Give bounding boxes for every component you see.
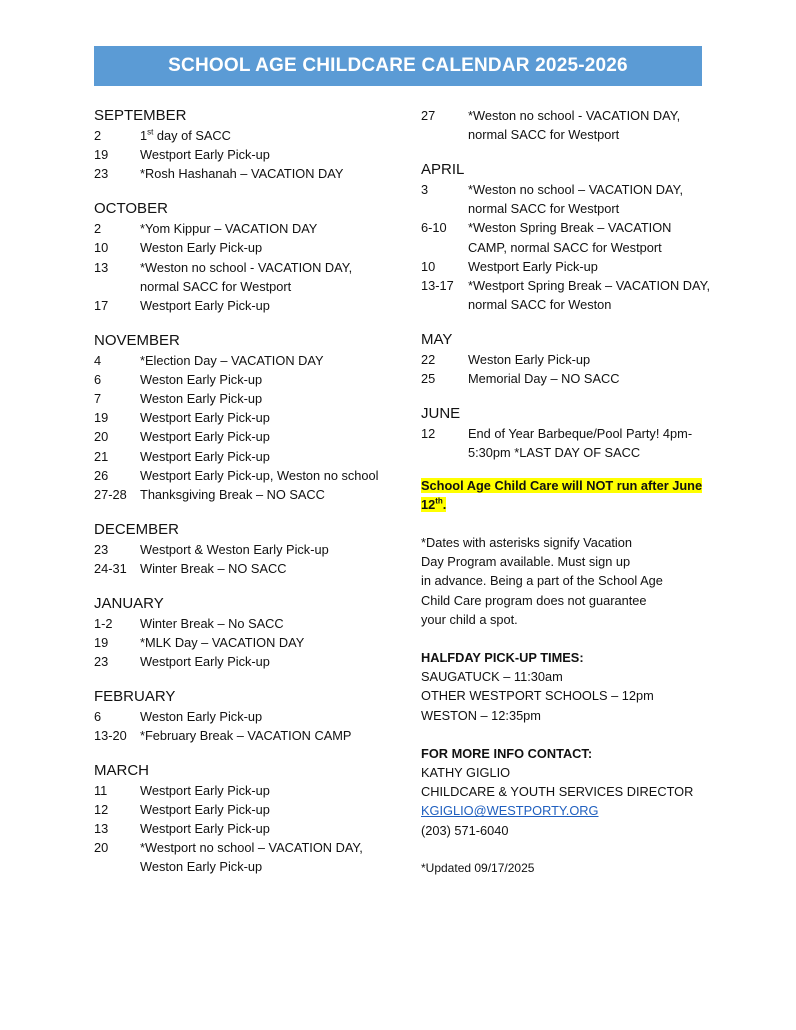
entry-description: *Weston Spring Break – VACATION CAMP, normal SACC for Westport bbox=[468, 220, 672, 255]
halfday-section bbox=[421, 648, 711, 725]
month-heading: JUNE bbox=[421, 404, 461, 422]
entry-date: 23 bbox=[94, 166, 109, 182]
entry-date: 3 bbox=[421, 181, 429, 197]
entry-date: 2 bbox=[94, 221, 102, 237]
month-heading: MAY bbox=[421, 330, 453, 348]
page-title: SCHOOL AGE CHILDCARE CALENDAR 2025-2026 bbox=[94, 46, 702, 86]
entry-date: 20 bbox=[94, 840, 109, 856]
calendar-entry bbox=[94, 540, 394, 559]
month-heading: FEBRUARY bbox=[94, 687, 176, 705]
halfday-heading: HALFDAY PICK-UP TIMES: bbox=[421, 650, 584, 666]
entry-date: 10 bbox=[94, 240, 109, 256]
calendar-entry bbox=[94, 614, 394, 633]
contact-heading: FOR MORE INFO CONTACT: bbox=[421, 745, 593, 761]
month-section bbox=[94, 331, 394, 505]
contact-phone: (203) 571-6040 bbox=[421, 822, 509, 838]
notice bbox=[421, 476, 711, 514]
calendar-entry bbox=[421, 257, 711, 276]
month-section bbox=[94, 687, 394, 745]
calendar-entry bbox=[94, 164, 394, 183]
month-heading: OCTOBER bbox=[94, 200, 168, 218]
right-column bbox=[421, 106, 711, 878]
entry-description: End of Year Barbeque/Pool Party! 4pm-5:30pm *LAST DAY OF SACC bbox=[468, 425, 693, 460]
calendar-entry bbox=[94, 408, 394, 427]
calendar-entry bbox=[94, 258, 394, 296]
month-heading: NOVEMBER bbox=[94, 331, 180, 349]
entry-description: Weston Early Pick-up bbox=[468, 351, 591, 367]
calendar-entry bbox=[94, 427, 394, 446]
asterisk-note bbox=[421, 533, 711, 629]
entry-date: 13-17 bbox=[421, 277, 454, 293]
calendar-entry bbox=[94, 466, 394, 485]
calendar-entry bbox=[94, 370, 394, 389]
calendar-entry bbox=[421, 106, 711, 144]
calendar-entry bbox=[94, 389, 394, 408]
entry-description: Westport Early Pick-up bbox=[140, 429, 270, 445]
entry-description: *Rosh Hashanah – VACATION DAY bbox=[140, 166, 344, 182]
month-section bbox=[94, 761, 394, 877]
month-section bbox=[94, 106, 394, 184]
entry-description: Westport Early Pick-up bbox=[140, 448, 270, 464]
note-line: in advance. Being a part of the School Age bbox=[421, 573, 663, 589]
month-section bbox=[421, 106, 711, 144]
entry-date: 11 bbox=[94, 782, 108, 798]
entry-description: Winter Break – NO SACC bbox=[140, 560, 287, 576]
calendar-entry bbox=[94, 781, 394, 800]
entry-description: *Weston no school - VACATION DAY, normal SACC for Westport bbox=[468, 108, 681, 143]
entry-date: 25 bbox=[421, 371, 436, 387]
calendar-entry bbox=[94, 633, 394, 652]
entry-date: 13-20 bbox=[94, 727, 127, 743]
entry-description: Weston Early Pick-up bbox=[140, 240, 263, 256]
calendar-entry bbox=[421, 424, 711, 462]
entry-description: *Weston no school – VACATION DAY, normal SACC for Westport bbox=[468, 181, 684, 217]
halfday-line: SAUGATUCK – 11:30am bbox=[421, 669, 563, 685]
entry-description: Westport & Weston Early Pick-up bbox=[140, 541, 329, 557]
entry-date: 6-10 bbox=[421, 220, 447, 236]
entry-description: Weston Early Pick-up bbox=[140, 708, 263, 724]
month-section bbox=[94, 594, 394, 672]
entry-date: 22 bbox=[421, 351, 436, 367]
entry-description: *Yom Kippur – VACATION DAY bbox=[140, 221, 318, 237]
entry-date: 4 bbox=[94, 352, 102, 368]
calendar-entry bbox=[94, 819, 394, 838]
calendar-entry bbox=[94, 238, 394, 257]
entry-description: *Westport Spring Break – VACATION DAY, normal SACC for Weston bbox=[468, 277, 711, 313]
entry-date: 12 bbox=[421, 425, 436, 441]
entry-description: *MLK Day – VACATION DAY bbox=[140, 634, 305, 650]
note-line: *Dates with asterisks signify Vacation bbox=[421, 535, 632, 551]
entry-description: Westport Early Pick-up bbox=[140, 297, 270, 313]
entry-description: Memorial Day – NO SACC bbox=[468, 371, 620, 387]
entry-date: 19 bbox=[94, 147, 109, 163]
entry-description: Westport Early Pick-up bbox=[468, 258, 598, 274]
halfday-line: OTHER WESTPORT SCHOOLS – 12pm bbox=[421, 688, 654, 704]
calendar-entry bbox=[94, 485, 394, 504]
entry-description: Westport Early Pick-up bbox=[140, 801, 270, 817]
updated-note: *Updated 09/17/2025 bbox=[421, 860, 535, 875]
month-heading: DECEMBER bbox=[94, 520, 180, 538]
entry-date: 2 bbox=[94, 128, 102, 143]
calendar-entry bbox=[421, 369, 711, 388]
entry-date: 19 bbox=[94, 410, 109, 426]
entry-date: 26 bbox=[94, 467, 109, 483]
contact-section bbox=[421, 744, 711, 840]
entry-description: 1st day of SACC bbox=[140, 127, 231, 143]
contact-email-link[interactable]: KGIGLIO@WESTPORTY.ORG bbox=[421, 803, 599, 819]
entry-date: 7 bbox=[94, 391, 102, 407]
calendar-entry bbox=[421, 218, 711, 256]
note-line: your child a spot. bbox=[421, 611, 518, 627]
entry-description: *Westport no school – VACATION DAY, Weston Early Pick-up bbox=[140, 840, 363, 875]
entry-date: 19 bbox=[94, 634, 109, 650]
entry-date: 23 bbox=[94, 541, 109, 557]
entry-date: 6 bbox=[94, 708, 102, 724]
contact-name: KATHY GIGLIO bbox=[421, 765, 511, 781]
entry-date: 10 bbox=[421, 258, 436, 274]
entry-description: Westport Early Pick-up bbox=[140, 821, 270, 837]
entry-date: 23 bbox=[94, 654, 109, 670]
calendar-entry bbox=[94, 707, 394, 726]
entry-description: Winter Break – No SACC bbox=[140, 615, 284, 631]
month-heading: MARCH bbox=[94, 761, 149, 779]
entry-description: Westport Early Pick-up bbox=[140, 147, 270, 163]
month-section bbox=[421, 404, 711, 462]
entry-date: 24-31 bbox=[94, 560, 127, 576]
entry-date: 13 bbox=[94, 821, 109, 837]
left-column bbox=[94, 106, 394, 892]
entry-description: Thanksgiving Break – NO SACC bbox=[140, 487, 325, 503]
month-heading: SEPTEMBER bbox=[94, 107, 187, 124]
entry-date: 27 bbox=[421, 108, 436, 123]
calendar-entry bbox=[94, 145, 394, 164]
month-section bbox=[94, 199, 394, 315]
entry-description: *February Break – VACATION CAMP bbox=[140, 727, 352, 743]
month-heading: JANUARY bbox=[94, 594, 164, 612]
entry-description: *Weston no school - VACATION DAY, normal SACC for Westport bbox=[140, 259, 353, 294]
entry-date: 13 bbox=[94, 259, 109, 275]
contact-role: CHILDCARE & YOUTH SERVICES DIRECTOR bbox=[421, 784, 694, 800]
entry-description: Weston Early Pick-up bbox=[140, 391, 263, 407]
calendar-entry bbox=[94, 351, 394, 370]
entry-description: Westport Early Pick-up bbox=[140, 654, 270, 670]
calendar-entry bbox=[94, 800, 394, 819]
calendar-entry bbox=[421, 276, 711, 314]
entry-description: Westport Early Pick-up bbox=[140, 410, 270, 426]
entry-date: 21 bbox=[94, 448, 109, 464]
calendar-entry bbox=[94, 296, 394, 315]
calendar-entry bbox=[421, 350, 711, 369]
entry-description: *Election Day – VACATION DAY bbox=[140, 352, 324, 368]
halfday-line: WESTON – 12:35pm bbox=[421, 707, 541, 723]
month-section bbox=[94, 520, 394, 578]
month-section bbox=[421, 330, 711, 388]
entry-date: 27-28 bbox=[94, 487, 127, 503]
notice-text: School Age Child Care will NOT run after June 12th. bbox=[421, 477, 703, 512]
month-section bbox=[421, 160, 711, 314]
month-heading: APRIL bbox=[421, 160, 465, 178]
entry-date: 1-2 bbox=[94, 615, 113, 631]
note-line: Child Care program does not guarantee bbox=[421, 592, 647, 608]
calendar-entry bbox=[94, 838, 394, 876]
calendar-entry bbox=[94, 219, 394, 238]
calendar-entry bbox=[94, 652, 394, 671]
entry-description: Westport Early Pick-up bbox=[140, 782, 270, 798]
calendar-entry bbox=[94, 559, 394, 578]
calendar-entry bbox=[94, 726, 394, 745]
entry-date: 17 bbox=[94, 297, 109, 313]
entry-date: 12 bbox=[94, 801, 109, 817]
entry-description: Westport Early Pick-up, Weston no school bbox=[140, 467, 379, 483]
entry-date: 20 bbox=[94, 429, 109, 445]
calendar-entry bbox=[94, 447, 394, 466]
calendar-entry bbox=[94, 126, 394, 145]
entry-description: Weston Early Pick-up bbox=[140, 371, 263, 387]
calendar-entry bbox=[421, 180, 711, 218]
note-line: Day Program available. Must sign up bbox=[421, 554, 631, 570]
entry-date: 6 bbox=[94, 371, 102, 387]
